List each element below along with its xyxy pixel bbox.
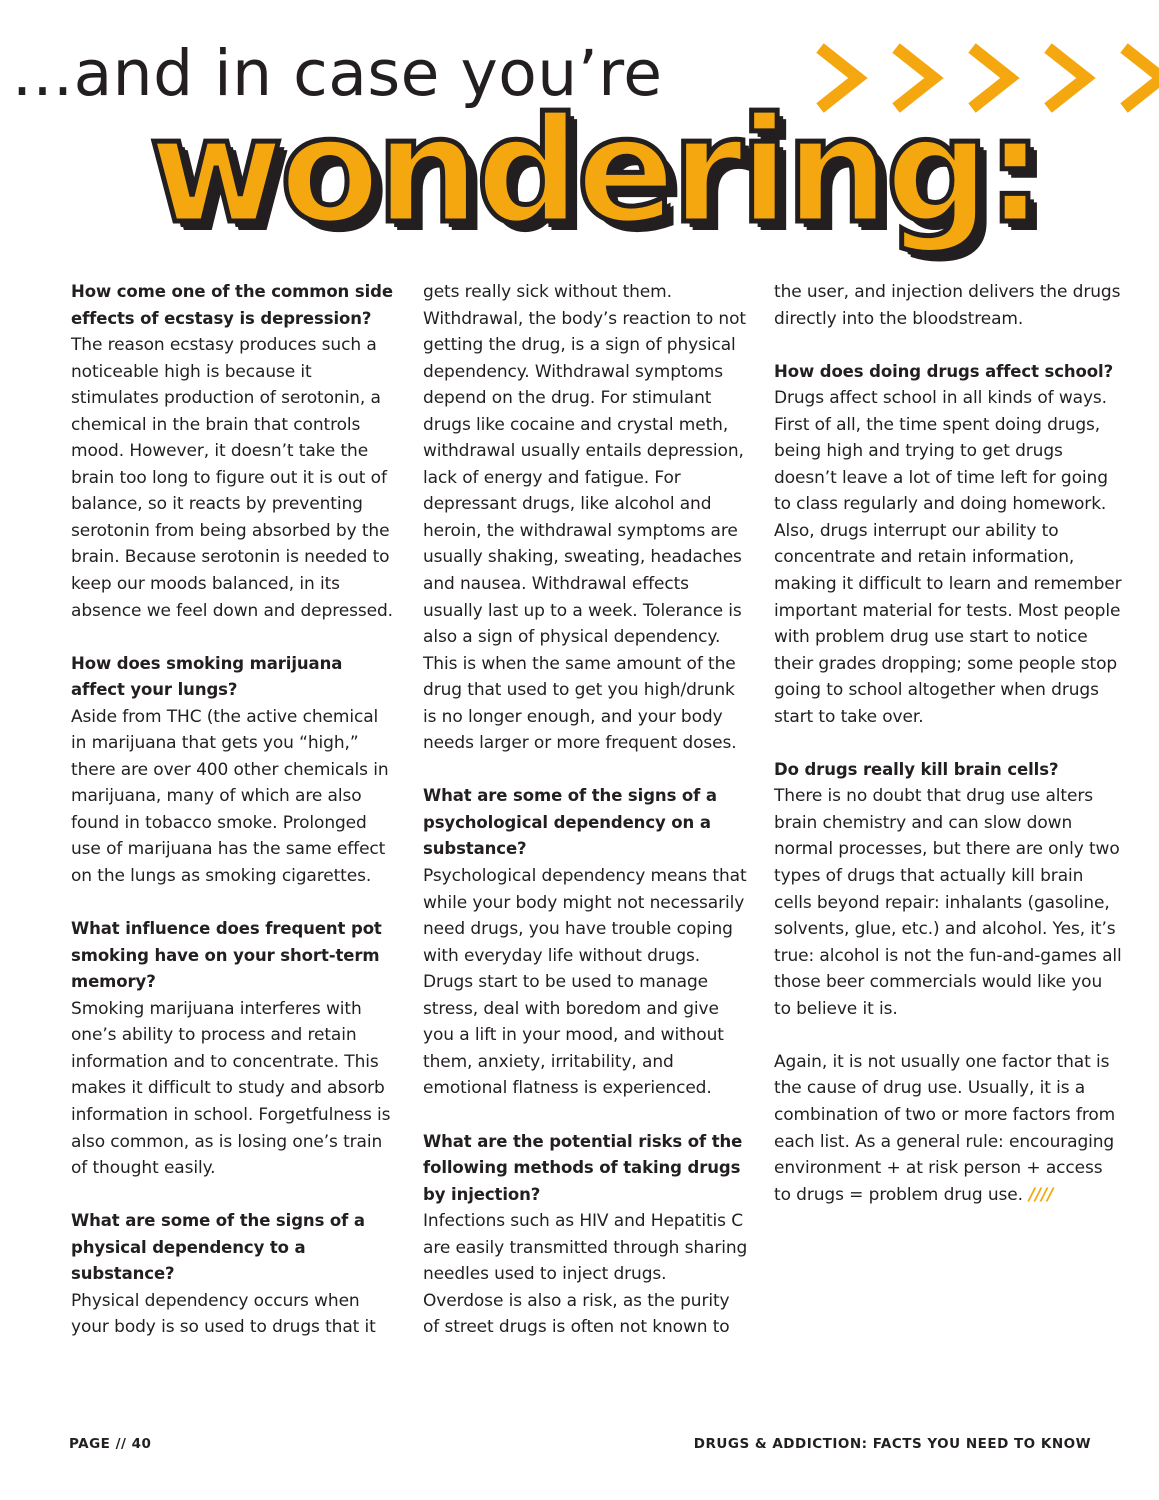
end-mark: //// bbox=[1028, 1184, 1054, 1205]
answer-text: gets really sick without them. Withdrawal, the body’s reaction to not getting the drug, is a sign of physical dependency. Withdrawal symptoms depend on the drug. For stimulant drugs like cocaine and crystal meth, withdrawal usually entails depression, lack of energy and fatigue. For depressant drugs, like alcohol and heroin, the withdrawal symptoms are usually shaking, sweating, headaches and nausea. Withdrawal effects usually last up to a week. Tolerance is also a sign of physical dependency. This is when the same amount of the drug that used to get you high/drunk is no longer enough, and your body needs larger or more frequent doses. bbox=[423, 282, 746, 754]
spacer bbox=[423, 1102, 748, 1129]
question-heading: What influence does frequent pot smoking have on your short-term memory? bbox=[71, 919, 382, 992]
kicker-heading: ...and in case you’re bbox=[12, 37, 663, 110]
column-2 bbox=[423, 279, 748, 1341]
answer-text: Infections such as HIV and Hepatitis C are easily transmitted through sharing needles used to inject drugs. Overdose is also a risk, as the purity of street drugs is often not known to bbox=[423, 1211, 748, 1338]
spacer bbox=[71, 890, 396, 917]
headline: wondering: bbox=[148, 86, 1041, 256]
question-heading: What are some of the signs of a psychological dependency on a substance? bbox=[423, 786, 717, 859]
answer-text: Drugs affect school in all kinds of ways. First of all, the time spent doing drugs, being high and trying to get drugs doesn’t leave a lot of time left for going to class regularly and doing homework. Also, drugs interrupt our ability to concentrate and retain information, making it difficult to learn and remember important material for tests. Most people with problem drug use start to notice their grades dropping; some people stop going to school altogether when drugs start to take over. bbox=[774, 388, 1122, 727]
question-heading: How does doing drugs affect school? bbox=[774, 361, 1114, 381]
answer-text: Psychological dependency means that while your body might not necessarily need drugs, you have trouble coping with everyday life without drugs. Drugs start to be used to manage stress, deal with boredom and give you a lift in your mood, and without them, anxiety, irritability, and emotional flatness is experienced. bbox=[423, 866, 747, 1099]
spacer bbox=[774, 730, 1124, 757]
question-heading: What are some of the signs of a physical dependency to a substance? bbox=[71, 1211, 365, 1284]
spacer bbox=[774, 332, 1124, 359]
closing-text: Again, it is not usually one factor that is the cause of drug use. Usually, it is a combination of two or more factors from each list. As a general rule: encouraging environment + at risk person + access to drugs = problem drug use. bbox=[774, 1051, 1116, 1205]
answer-text: the user, and injection delivers the drugs directly into the bloodstream. bbox=[774, 282, 1121, 329]
closing-paragraph bbox=[774, 1049, 1124, 1208]
column-3 bbox=[774, 279, 1124, 1208]
spacer bbox=[423, 757, 748, 784]
publication-title: DRUGS & ADDICTION: FACTS YOU NEED TO KNOW bbox=[693, 1436, 1091, 1452]
question-heading: What are the potential risks of the following methods of taking drugs by injection? bbox=[423, 1131, 743, 1204]
question-heading: How does smoking marijuana affect your lungs? bbox=[71, 653, 343, 700]
question-heading: Do drugs really kill brain cells? bbox=[774, 759, 1059, 779]
answer-text: Physical dependency occurs when your body is so used to drugs that it bbox=[71, 1290, 376, 1338]
column-1 bbox=[71, 279, 396, 1341]
page-number: PAGE // 40 bbox=[69, 1436, 152, 1452]
spacer bbox=[71, 1182, 396, 1209]
answer-text: The reason ecstasy produces such a noticeable high is because it stimulates production of serotonin, a chemical in the brain that controls mood. However, it doesn’t take the brain too long to figure out it is out of balance, so it reacts by preventing serotonin from being absorbed by the brain. Because serotonin is needed to keep our moods balanced, in its absence we feel down and depressed. bbox=[71, 335, 393, 621]
spacer bbox=[774, 1022, 1124, 1049]
answer-text: There is no doubt that drug use alters brain chemistry and can slow down normal processes, but there are only two types of drugs that actually kill brain cells beyond repair: inhalants (gasoline, solvents, glue, etc.) and alcohol. Yes, it’s true: alcohol is not the fun-and-games all those beer commercials would like you to believe it is. bbox=[774, 786, 1122, 1019]
spacer bbox=[71, 624, 396, 651]
question-heading: How come one of the common side effects of ecstasy is depression? bbox=[71, 282, 393, 328]
answer-text: Aside from THC (the active chemical in marijuana that gets you “high,” there are over 400 other chemicals in marijuana, many of which are also found in tobacco smoke. Prolonged use of marijuana has the same effect on the lungs as smoking cigarettes. bbox=[71, 706, 389, 887]
answer-text: Smoking marijuana interferes with one’s ability to process and retain information and to concentrate. This makes it difficult to study and absorb information in school. Forgetfulness is also common, as is losing one’s train of thought easily. bbox=[71, 998, 391, 1179]
